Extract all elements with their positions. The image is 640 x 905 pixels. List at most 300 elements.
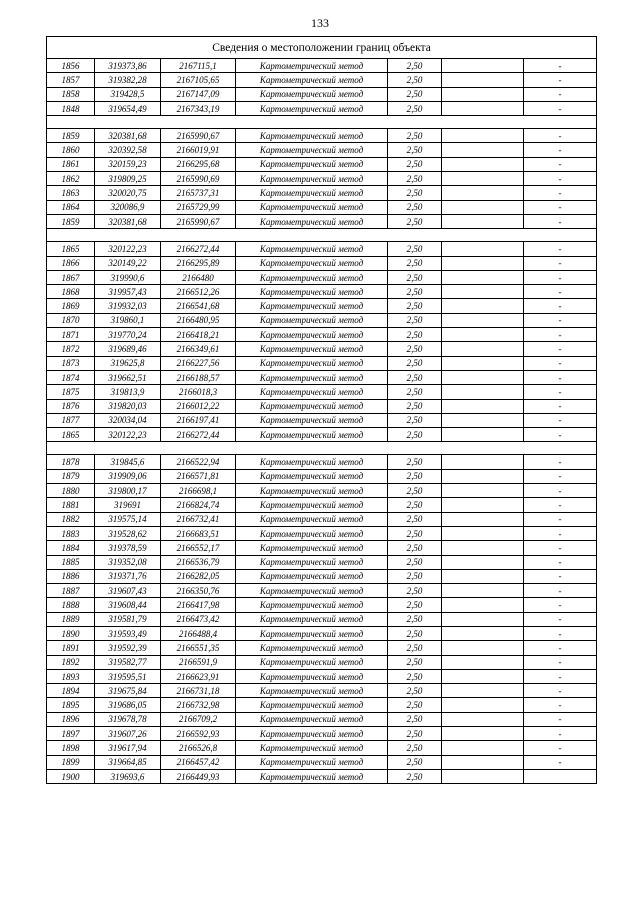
y-coordinate: 2165990,67 <box>161 129 236 143</box>
table-row <box>47 157 597 171</box>
method: Картометрический метод <box>236 769 388 783</box>
method: Картометрический метод <box>236 328 388 342</box>
y-coordinate: 2166417,98 <box>161 598 236 612</box>
x-coordinate: 319575,14 <box>95 512 161 526</box>
table-row <box>47 399 597 413</box>
accuracy: 2,50 <box>388 413 442 427</box>
separator-cell <box>47 116 597 129</box>
point-number: 1886 <box>47 569 95 583</box>
y-coordinate: 2166480,95 <box>161 313 236 327</box>
point-number: 1865 <box>47 242 95 256</box>
method: Картометрический метод <box>236 727 388 741</box>
x-coordinate: 320392,58 <box>95 143 161 157</box>
empty-cell <box>442 669 524 683</box>
method: Картометрический метод <box>236 256 388 270</box>
accuracy: 2,50 <box>388 370 442 384</box>
accuracy: 2,50 <box>388 299 442 313</box>
method: Картометрический метод <box>236 512 388 526</box>
y-coordinate: 2166018,3 <box>161 385 236 399</box>
empty-cell <box>442 87 524 101</box>
method: Картометрический метод <box>236 356 388 370</box>
point-number: 1860 <box>47 143 95 157</box>
accuracy: 2,50 <box>388 328 442 342</box>
point-number: 1859 <box>47 214 95 228</box>
table-row <box>47 129 597 143</box>
empty-cell <box>442 755 524 769</box>
empty-cell <box>442 526 524 540</box>
empty-cell <box>442 698 524 712</box>
y-coordinate: 2166272,44 <box>161 428 236 442</box>
y-coordinate: 2166197,41 <box>161 413 236 427</box>
table-title: Сведения о местоположении границ объекта <box>47 37 597 59</box>
block-separator <box>47 229 597 242</box>
point-number: 1865 <box>47 428 95 442</box>
description: - <box>524 200 597 214</box>
method: Картометрический метод <box>236 641 388 655</box>
method: Картометрический метод <box>236 712 388 726</box>
table-title-row <box>47 37 597 59</box>
table-row <box>47 612 597 626</box>
table-row <box>47 101 597 115</box>
accuracy: 2,50 <box>388 584 442 598</box>
table-row <box>47 584 597 598</box>
point-number: 1881 <box>47 498 95 512</box>
method: Картометрический метод <box>236 669 388 683</box>
table-row <box>47 669 597 683</box>
method: Картометрический метод <box>236 270 388 284</box>
description: - <box>524 469 597 483</box>
method: Картометрический метод <box>236 172 388 186</box>
point-number: 1888 <box>47 598 95 612</box>
description: - <box>524 712 597 726</box>
description: - <box>524 684 597 698</box>
table-row <box>47 413 597 427</box>
method: Картометрический метод <box>236 200 388 214</box>
point-number: 1859 <box>47 129 95 143</box>
description: - <box>524 413 597 427</box>
method: Картометрический метод <box>236 342 388 356</box>
description: - <box>524 186 597 200</box>
description: - <box>524 655 597 669</box>
y-coordinate: 2166591,9 <box>161 655 236 669</box>
y-coordinate: 2166188,57 <box>161 370 236 384</box>
point-number: 1863 <box>47 186 95 200</box>
method: Картометрический метод <box>236 129 388 143</box>
description: - <box>524 399 597 413</box>
description: - <box>524 129 597 143</box>
method: Картометрический метод <box>236 755 388 769</box>
method: Картометрический метод <box>236 498 388 512</box>
point-number: 1892 <box>47 655 95 669</box>
y-coordinate: 2165990,67 <box>161 214 236 228</box>
y-coordinate: 2166272,44 <box>161 242 236 256</box>
table-row <box>47 87 597 101</box>
y-coordinate: 2166522,94 <box>161 455 236 469</box>
description: - <box>524 584 597 598</box>
description: - <box>524 157 597 171</box>
description: - <box>524 356 597 370</box>
table-row <box>47 328 597 342</box>
accuracy: 2,50 <box>388 598 442 612</box>
point-number: 1848 <box>47 101 95 115</box>
description: - <box>524 484 597 498</box>
description: - <box>524 385 597 399</box>
method: Картометрический метод <box>236 285 388 299</box>
table-row <box>47 641 597 655</box>
method: Картометрический метод <box>236 242 388 256</box>
x-coordinate: 320159,23 <box>95 157 161 171</box>
x-coordinate: 320020,75 <box>95 186 161 200</box>
y-coordinate: 2166709,2 <box>161 712 236 726</box>
y-coordinate: 2166512,26 <box>161 285 236 299</box>
point-number: 1861 <box>47 157 95 171</box>
x-coordinate: 319686,05 <box>95 698 161 712</box>
empty-cell <box>442 541 524 555</box>
empty-cell <box>442 484 524 498</box>
accuracy: 2,50 <box>388 641 442 655</box>
accuracy: 2,50 <box>388 727 442 741</box>
method: Картометрический метод <box>236 612 388 626</box>
x-coordinate: 319617,94 <box>95 741 161 755</box>
x-coordinate: 319909,06 <box>95 469 161 483</box>
x-coordinate: 319770,24 <box>95 328 161 342</box>
table-row <box>47 498 597 512</box>
x-coordinate: 319608,44 <box>95 598 161 612</box>
y-coordinate: 2166698,1 <box>161 484 236 498</box>
x-coordinate: 320122,23 <box>95 428 161 442</box>
y-coordinate: 2166350,76 <box>161 584 236 598</box>
point-number: 1878 <box>47 455 95 469</box>
accuracy: 2,50 <box>388 769 442 783</box>
x-coordinate: 319678,78 <box>95 712 161 726</box>
table-row <box>47 598 597 612</box>
point-number: 1887 <box>47 584 95 598</box>
point-number: 1884 <box>47 541 95 555</box>
empty-cell <box>442 157 524 171</box>
description: - <box>524 612 597 626</box>
table-row <box>47 285 597 299</box>
page-number: 133 <box>311 16 329 30</box>
accuracy: 2,50 <box>388 555 442 569</box>
method: Картометрический метод <box>236 569 388 583</box>
empty-cell <box>442 214 524 228</box>
method: Картометрический метод <box>236 399 388 413</box>
x-coordinate: 320381,68 <box>95 129 161 143</box>
point-number: 1871 <box>47 328 95 342</box>
point-number: 1898 <box>47 741 95 755</box>
method: Картометрический метод <box>236 626 388 640</box>
x-coordinate: 319860,1 <box>95 313 161 327</box>
x-coordinate: 320034,04 <box>95 413 161 427</box>
empty-cell <box>442 598 524 612</box>
point-number: 1899 <box>47 755 95 769</box>
method: Картометрический метод <box>236 541 388 555</box>
point-number: 1885 <box>47 555 95 569</box>
y-coordinate: 2167105,65 <box>161 73 236 87</box>
description: - <box>524 214 597 228</box>
point-number: 1897 <box>47 727 95 741</box>
empty-cell <box>442 684 524 698</box>
y-coordinate: 2166732,98 <box>161 698 236 712</box>
x-coordinate: 319813,9 <box>95 385 161 399</box>
x-coordinate: 319528,62 <box>95 526 161 540</box>
description: - <box>524 87 597 101</box>
empty-cell <box>442 356 524 370</box>
description: - <box>524 498 597 512</box>
table-row <box>47 712 597 726</box>
method: Картометрический метод <box>236 385 388 399</box>
table-row <box>47 214 597 228</box>
x-coordinate: 319845,6 <box>95 455 161 469</box>
method: Картометрический метод <box>236 299 388 313</box>
empty-cell <box>442 455 524 469</box>
y-coordinate: 2167147,09 <box>161 87 236 101</box>
method: Картометрический метод <box>236 698 388 712</box>
description: - <box>524 626 597 640</box>
x-coordinate: 320122,23 <box>95 242 161 256</box>
accuracy: 2,50 <box>388 186 442 200</box>
point-number: 1868 <box>47 285 95 299</box>
accuracy: 2,50 <box>388 569 442 583</box>
empty-cell <box>442 342 524 356</box>
accuracy: 2,50 <box>388 101 442 115</box>
accuracy: 2,50 <box>388 698 442 712</box>
description: - <box>524 285 597 299</box>
point-number: 1856 <box>47 59 95 73</box>
accuracy: 2,50 <box>388 526 442 540</box>
description: - <box>524 741 597 755</box>
accuracy: 2,50 <box>388 172 442 186</box>
empty-cell <box>442 641 524 655</box>
accuracy: 2,50 <box>388 455 442 469</box>
method: Картометрический метод <box>236 684 388 698</box>
description: - <box>524 342 597 356</box>
accuracy: 2,50 <box>388 157 442 171</box>
point-number: 1866 <box>47 256 95 270</box>
table-row <box>47 270 597 284</box>
boundary-table <box>46 36 597 784</box>
description <box>524 769 597 783</box>
table-row <box>47 569 597 583</box>
method: Картометрический метод <box>236 87 388 101</box>
description: - <box>524 598 597 612</box>
x-coordinate: 319689,46 <box>95 342 161 356</box>
accuracy: 2,50 <box>388 655 442 669</box>
description: - <box>524 641 597 655</box>
accuracy: 2,50 <box>388 129 442 143</box>
x-coordinate: 319662,51 <box>95 370 161 384</box>
y-coordinate: 2166473,42 <box>161 612 236 626</box>
method: Картометрический метод <box>236 73 388 87</box>
x-coordinate: 319800,17 <box>95 484 161 498</box>
table-row <box>47 769 597 783</box>
y-coordinate: 2165729,99 <box>161 200 236 214</box>
table-row <box>47 698 597 712</box>
x-coordinate: 319595,51 <box>95 669 161 683</box>
table-row <box>47 143 597 157</box>
empty-cell <box>442 741 524 755</box>
accuracy: 2,50 <box>388 399 442 413</box>
x-coordinate: 319693,6 <box>95 769 161 783</box>
method: Картометрический метод <box>236 428 388 442</box>
point-number: 1879 <box>47 469 95 483</box>
empty-cell <box>442 328 524 342</box>
table-row <box>47 356 597 370</box>
accuracy: 2,50 <box>388 741 442 755</box>
description: - <box>524 73 597 87</box>
description: - <box>524 455 597 469</box>
method: Картометрический метод <box>236 555 388 569</box>
empty-cell <box>442 129 524 143</box>
empty-cell <box>442 172 524 186</box>
point-number: 1889 <box>47 612 95 626</box>
description: - <box>524 669 597 683</box>
separator-cell <box>47 442 597 455</box>
accuracy: 2,50 <box>388 256 442 270</box>
y-coordinate: 2166526,8 <box>161 741 236 755</box>
description: - <box>524 727 597 741</box>
description: - <box>524 555 597 569</box>
table-row <box>47 370 597 384</box>
empty-cell <box>442 413 524 427</box>
x-coordinate: 319592,39 <box>95 641 161 655</box>
table-row <box>47 541 597 555</box>
empty-cell <box>442 370 524 384</box>
point-number: 1875 <box>47 385 95 399</box>
table-row <box>47 242 597 256</box>
table-row <box>47 200 597 214</box>
accuracy: 2,50 <box>388 200 442 214</box>
method: Картометрический метод <box>236 370 388 384</box>
point-number: 1896 <box>47 712 95 726</box>
method: Картометрический метод <box>236 469 388 483</box>
y-coordinate: 2165990,69 <box>161 172 236 186</box>
point-number: 1870 <box>47 313 95 327</box>
x-coordinate: 319582,77 <box>95 655 161 669</box>
x-coordinate: 319373,86 <box>95 59 161 73</box>
table-row <box>47 313 597 327</box>
table-row <box>47 385 597 399</box>
x-coordinate: 319957,43 <box>95 285 161 299</box>
accuracy: 2,50 <box>388 484 442 498</box>
accuracy: 2,50 <box>388 214 442 228</box>
empty-cell <box>442 313 524 327</box>
table-row <box>47 526 597 540</box>
y-coordinate: 2166418,21 <box>161 328 236 342</box>
empty-cell <box>442 186 524 200</box>
empty-cell <box>442 584 524 598</box>
description: - <box>524 59 597 73</box>
x-coordinate: 319664,85 <box>95 755 161 769</box>
x-coordinate: 319691 <box>95 498 161 512</box>
y-coordinate: 2166012,22 <box>161 399 236 413</box>
accuracy: 2,50 <box>388 385 442 399</box>
x-coordinate: 319990,6 <box>95 270 161 284</box>
method: Картометрический метод <box>236 455 388 469</box>
accuracy: 2,50 <box>388 87 442 101</box>
accuracy: 2,50 <box>388 73 442 87</box>
accuracy: 2,50 <box>388 342 442 356</box>
y-coordinate: 2166349,61 <box>161 342 236 356</box>
empty-cell <box>442 712 524 726</box>
point-number: 1877 <box>47 413 95 427</box>
table-row <box>47 684 597 698</box>
empty-cell <box>442 612 524 626</box>
empty-cell <box>442 512 524 526</box>
empty-cell <box>442 569 524 583</box>
description: - <box>524 370 597 384</box>
point-number: 1876 <box>47 399 95 413</box>
accuracy: 2,50 <box>388 669 442 683</box>
accuracy: 2,50 <box>388 498 442 512</box>
y-coordinate: 2166732,41 <box>161 512 236 526</box>
point-number: 1894 <box>47 684 95 698</box>
point-number: 1873 <box>47 356 95 370</box>
y-coordinate: 2165737,31 <box>161 186 236 200</box>
empty-cell <box>442 428 524 442</box>
x-coordinate: 319809,25 <box>95 172 161 186</box>
table-row <box>47 59 597 73</box>
accuracy: 2,50 <box>388 612 442 626</box>
x-coordinate: 319675,84 <box>95 684 161 698</box>
y-coordinate: 2166019,91 <box>161 143 236 157</box>
x-coordinate: 319820,03 <box>95 399 161 413</box>
point-number: 1883 <box>47 526 95 540</box>
description: - <box>524 143 597 157</box>
y-coordinate: 2166592,93 <box>161 727 236 741</box>
point-number: 1893 <box>47 669 95 683</box>
y-coordinate: 2166683,51 <box>161 526 236 540</box>
empty-cell <box>442 59 524 73</box>
table-row <box>47 299 597 313</box>
x-coordinate: 319607,26 <box>95 727 161 741</box>
x-coordinate: 319607,43 <box>95 584 161 598</box>
table-row <box>47 484 597 498</box>
description: - <box>524 101 597 115</box>
x-coordinate: 319378,59 <box>95 541 161 555</box>
y-coordinate: 2166552,17 <box>161 541 236 555</box>
point-number: 1900 <box>47 769 95 783</box>
y-coordinate: 2166449,93 <box>161 769 236 783</box>
x-coordinate: 320149,22 <box>95 256 161 270</box>
empty-cell <box>442 101 524 115</box>
accuracy: 2,50 <box>388 712 442 726</box>
point-number: 1891 <box>47 641 95 655</box>
table-row <box>47 512 597 526</box>
table-row <box>47 73 597 87</box>
y-coordinate: 2166295,68 <box>161 157 236 171</box>
description: - <box>524 313 597 327</box>
empty-cell <box>442 626 524 640</box>
description: - <box>524 256 597 270</box>
x-coordinate: 319654,49 <box>95 101 161 115</box>
table-row <box>47 186 597 200</box>
empty-cell <box>442 399 524 413</box>
y-coordinate: 2166623,91 <box>161 669 236 683</box>
accuracy: 2,50 <box>388 755 442 769</box>
y-coordinate: 2166457,42 <box>161 755 236 769</box>
table-row <box>47 455 597 469</box>
accuracy: 2,50 <box>388 270 442 284</box>
empty-cell <box>442 385 524 399</box>
table-row <box>47 342 597 356</box>
method: Картометрический метод <box>236 313 388 327</box>
x-coordinate: 320086,9 <box>95 200 161 214</box>
description: - <box>524 541 597 555</box>
y-coordinate: 2166488,4 <box>161 626 236 640</box>
empty-cell <box>442 200 524 214</box>
y-coordinate: 2166551,35 <box>161 641 236 655</box>
